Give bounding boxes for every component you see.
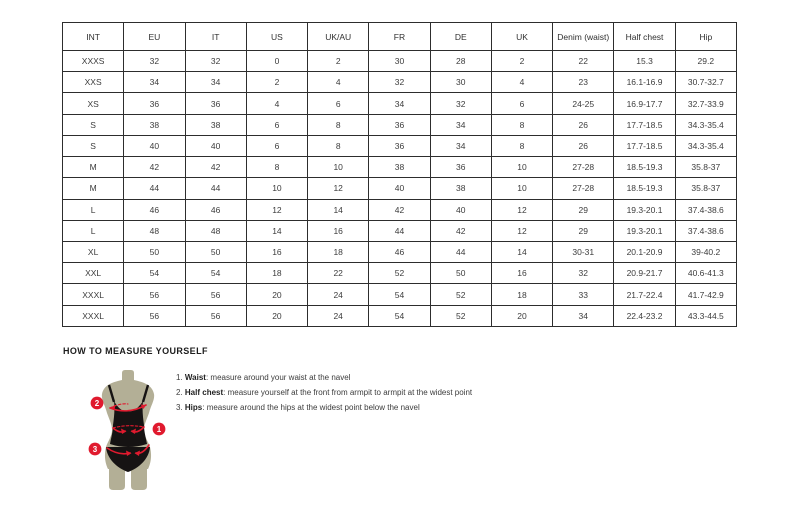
measure-step-text: : measure yourself at the front from armpit to armpit at the widest point [223, 388, 473, 397]
table-cell: S [63, 135, 124, 156]
table-cell: 46 [124, 199, 185, 220]
size-chart-table-body [63, 51, 737, 327]
table-cell: 50 [185, 241, 246, 262]
table-cell: 19.3-20.1 [614, 199, 675, 220]
table-cell: 12 [491, 199, 552, 220]
measure-step [176, 403, 472, 418]
table-cell: 56 [124, 305, 185, 326]
table-cell: XXXS [63, 51, 124, 72]
table-cell: 32 [185, 51, 246, 72]
table-cell: 12 [308, 178, 369, 199]
table-cell: 54 [124, 263, 185, 284]
table-cell: 52 [430, 305, 491, 326]
table-cell: 10 [308, 157, 369, 178]
table-cell: 30 [369, 51, 430, 72]
table-cell: 34 [553, 305, 614, 326]
table-row [63, 135, 737, 156]
table-cell: 20 [246, 284, 307, 305]
column-header: UK/AU [308, 23, 369, 51]
table-cell: 29 [553, 199, 614, 220]
table-cell: 29 [553, 220, 614, 241]
table-cell: 8 [308, 114, 369, 135]
table-cell: 10 [246, 178, 307, 199]
table-cell: 32 [430, 93, 491, 114]
table-cell: 26 [553, 114, 614, 135]
table-cell: XS [63, 93, 124, 114]
table-cell: 54 [369, 305, 430, 326]
table-cell: 43.3-44.5 [675, 305, 736, 326]
table-cell: 22.4-23.2 [614, 305, 675, 326]
table-cell: 48 [185, 220, 246, 241]
table-cell: 36 [124, 93, 185, 114]
table-cell: 38 [430, 178, 491, 199]
table-cell: 4 [491, 72, 552, 93]
table-cell: XXXL [63, 305, 124, 326]
table-cell: 14 [246, 220, 307, 241]
table-cell: 15.3 [614, 51, 675, 72]
measure-step-term: Waist [184, 373, 206, 382]
table-cell: 23 [553, 72, 614, 93]
column-header: UK [491, 23, 552, 51]
table-cell: 26 [553, 135, 614, 156]
table-cell: 18 [491, 284, 552, 305]
table-cell: 42 [124, 157, 185, 178]
measure-step-number: 2. [176, 388, 185, 397]
table-cell: 21.7-22.4 [614, 284, 675, 305]
table-cell: XL [63, 241, 124, 262]
table-cell: 41.7-42.9 [675, 284, 736, 305]
table-cell: 6 [491, 93, 552, 114]
table-row [63, 51, 737, 72]
table-cell: 44 [185, 178, 246, 199]
table-cell: 20 [246, 305, 307, 326]
table-cell: 34 [185, 72, 246, 93]
table-cell: 16 [308, 220, 369, 241]
table-cell: 27-28 [553, 157, 614, 178]
table-cell: 17.7-18.5 [614, 114, 675, 135]
table-row [63, 178, 737, 199]
table-row [63, 72, 737, 93]
measure-step-number: 1. [176, 373, 185, 382]
table-cell: 56 [124, 284, 185, 305]
table-cell: 48 [124, 220, 185, 241]
table-cell: 16.1-16.9 [614, 72, 675, 93]
table-cell: 50 [124, 241, 185, 262]
table-cell: 24-25 [553, 93, 614, 114]
table-cell: 40 [430, 199, 491, 220]
measure-section-title: HOW TO MEASURE YOURSELF [63, 346, 208, 356]
table-cell: 12 [491, 220, 552, 241]
table-cell: 42 [185, 157, 246, 178]
table-cell: 10 [491, 178, 552, 199]
table-cell: 20.9-21.7 [614, 263, 675, 284]
table-cell: 54 [369, 284, 430, 305]
table-row [63, 284, 737, 305]
table-cell: 32.7-33.9 [675, 93, 736, 114]
table-cell: 42 [430, 220, 491, 241]
measure-step-number: 3. [176, 403, 185, 412]
marker-chest [91, 397, 104, 410]
table-cell: 8 [491, 114, 552, 135]
table-cell: 8 [308, 135, 369, 156]
measure-step-term: Half chest [184, 388, 224, 397]
table-cell: 28 [430, 51, 491, 72]
table-cell: 17.7-18.5 [614, 135, 675, 156]
table-cell: S [63, 114, 124, 135]
table-cell: 18.5-19.3 [614, 157, 675, 178]
table-cell: 38 [185, 114, 246, 135]
table-cell: 0 [246, 51, 307, 72]
table-cell: 10 [491, 157, 552, 178]
table-cell: 8 [246, 157, 307, 178]
table-row [63, 114, 737, 135]
table-cell: 50 [430, 263, 491, 284]
table-cell: 44 [430, 241, 491, 262]
table-cell: 35.8-37 [675, 178, 736, 199]
measure-step-text: : measure around your waist at the navel [205, 373, 351, 382]
table-cell: 4 [308, 72, 369, 93]
table-cell: 40.6-41.3 [675, 263, 736, 284]
table-cell: 39-40.2 [675, 241, 736, 262]
table-cell: 46 [369, 241, 430, 262]
table-cell: 44 [124, 178, 185, 199]
table-cell: 32 [369, 72, 430, 93]
table-cell: 36 [185, 93, 246, 114]
table-cell: 20 [491, 305, 552, 326]
table-row [63, 157, 737, 178]
table-cell: XXL [63, 263, 124, 284]
svg-text:3: 3 [92, 445, 98, 454]
table-cell: 54 [185, 263, 246, 284]
table-cell: 38 [124, 114, 185, 135]
column-header: Half chest [614, 23, 675, 51]
table-cell: 46 [185, 199, 246, 220]
table-cell: 36 [430, 157, 491, 178]
column-header: FR [369, 23, 430, 51]
svg-text:2: 2 [94, 399, 100, 408]
table-cell: M [63, 157, 124, 178]
table-row [63, 199, 737, 220]
table-cell: 42 [369, 199, 430, 220]
table-cell: 22 [308, 263, 369, 284]
table-cell: 6 [246, 114, 307, 135]
column-header: EU [124, 23, 185, 51]
table-cell: 33 [553, 284, 614, 305]
column-header: Denim (waist) [553, 23, 614, 51]
table-cell: 27-28 [553, 178, 614, 199]
table-cell: 2 [491, 51, 552, 72]
size-chart-table-header [63, 23, 737, 51]
table-cell: 40 [369, 178, 430, 199]
mannequin-svg [80, 368, 175, 503]
table-cell: 16 [491, 263, 552, 284]
table-cell: 2 [308, 51, 369, 72]
table-cell: 35.8-37 [675, 157, 736, 178]
table-cell: 37.4-38.6 [675, 220, 736, 241]
measure-step [176, 388, 472, 403]
table-cell: 20.1-20.9 [614, 241, 675, 262]
table-cell: 36 [369, 114, 430, 135]
table-cell: 32 [124, 51, 185, 72]
marker-hips [89, 443, 102, 456]
measure-step-term: Hips [184, 403, 203, 412]
measure-section [62, 346, 742, 511]
table-cell: 14 [491, 241, 552, 262]
table-row [63, 220, 737, 241]
table-cell: 34.3-35.4 [675, 114, 736, 135]
table-row [63, 263, 737, 284]
table-cell: 2 [246, 72, 307, 93]
table-cell: M [63, 178, 124, 199]
size-chart-table [62, 22, 737, 327]
table-cell: 30.7-32.7 [675, 72, 736, 93]
table-cell: 37.4-38.6 [675, 199, 736, 220]
table-cell: 36 [369, 135, 430, 156]
table-row [63, 305, 737, 326]
mannequin-illustration [80, 368, 175, 503]
table-cell: 38 [369, 157, 430, 178]
table-cell: 29.2 [675, 51, 736, 72]
table-cell: 52 [430, 284, 491, 305]
table-cell: L [63, 199, 124, 220]
table-cell: 4 [246, 93, 307, 114]
table-cell: 19.3-20.1 [614, 220, 675, 241]
table-cell: 18 [246, 263, 307, 284]
table-cell: L [63, 220, 124, 241]
table-cell: XXXL [63, 284, 124, 305]
table-cell: 30-31 [553, 241, 614, 262]
table-cell: 52 [369, 263, 430, 284]
table-cell: 34.3-35.4 [675, 135, 736, 156]
table-cell: 32 [553, 263, 614, 284]
measure-step-text: : measure around the hips at the widest point below the navel [202, 403, 420, 412]
svg-text:1: 1 [156, 425, 162, 434]
table-cell: 56 [185, 305, 246, 326]
table-cell: 16.9-17.7 [614, 93, 675, 114]
table-row [63, 93, 737, 114]
table-cell: 16 [246, 241, 307, 262]
table-cell: 44 [369, 220, 430, 241]
header-row [63, 23, 737, 51]
marker-waist [153, 423, 166, 436]
column-header: INT [63, 23, 124, 51]
table-cell: 6 [246, 135, 307, 156]
table-cell: XXS [63, 72, 124, 93]
table-cell: 22 [553, 51, 614, 72]
table-cell: 56 [185, 284, 246, 305]
table-cell: 6 [308, 93, 369, 114]
column-header: DE [430, 23, 491, 51]
table-row [63, 241, 737, 262]
table-cell: 40 [185, 135, 246, 156]
table-cell: 34 [369, 93, 430, 114]
table-cell: 24 [308, 284, 369, 305]
column-header: US [246, 23, 307, 51]
table-cell: 18.5-19.3 [614, 178, 675, 199]
measure-step [176, 373, 472, 388]
table-cell: 14 [308, 199, 369, 220]
table-cell: 18 [308, 241, 369, 262]
column-header: IT [185, 23, 246, 51]
table-cell: 24 [308, 305, 369, 326]
table-cell: 30 [430, 72, 491, 93]
table-cell: 34 [430, 114, 491, 135]
table-cell: 40 [124, 135, 185, 156]
column-header: Hip [675, 23, 736, 51]
table-cell: 34 [430, 135, 491, 156]
measure-steps-list [176, 373, 472, 418]
table-cell: 12 [246, 199, 307, 220]
table-cell: 34 [124, 72, 185, 93]
table-cell: 8 [491, 135, 552, 156]
